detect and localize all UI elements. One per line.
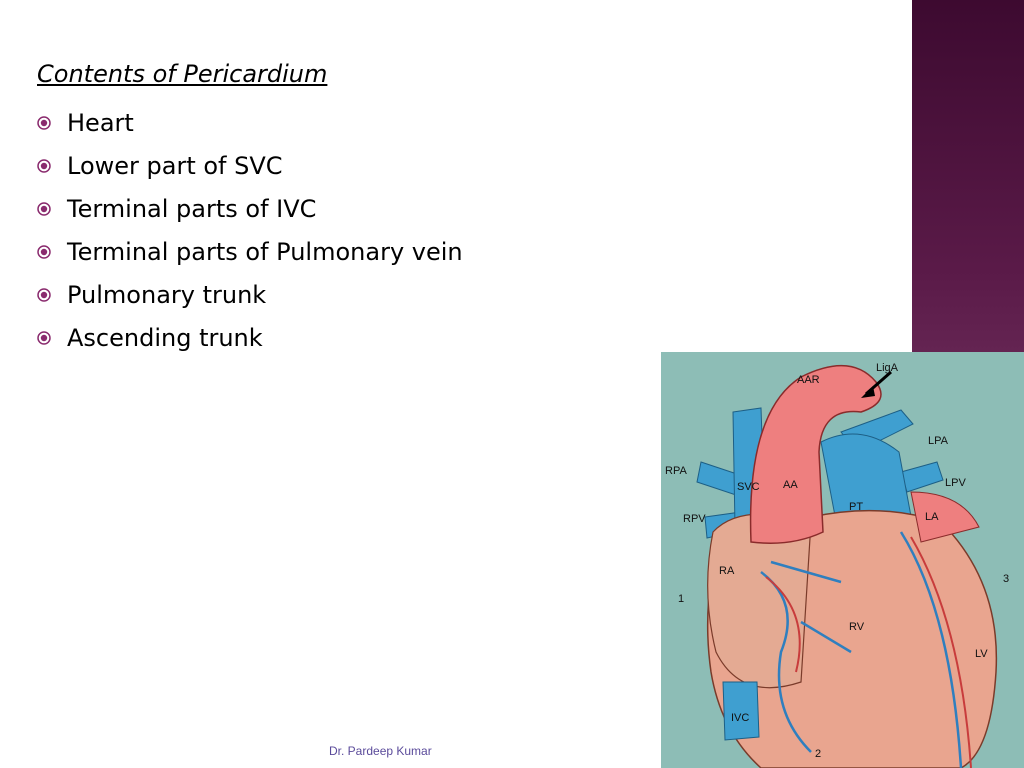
inferior-vena-cava (723, 682, 759, 740)
radio-bullet-icon (37, 288, 51, 302)
bullet-text: Heart (67, 108, 134, 137)
bullet-text: Terminal parts of IVC (67, 194, 317, 223)
list-item (37, 316, 463, 359)
label-lpa: LPA (928, 435, 948, 447)
label-svc: SVC (737, 481, 760, 493)
bullet-text: Pulmonary trunk (67, 280, 267, 309)
label-lpv: LPV (945, 477, 966, 489)
label-liga: LigA (876, 362, 899, 374)
bullet-text: Ascending trunk (67, 323, 263, 352)
slide-title: Contents of Pericardium (37, 60, 328, 88)
label-number-2: 2 (815, 748, 822, 760)
list-item (37, 144, 463, 187)
radio-bullet-icon (37, 202, 51, 216)
heart-anatomy-figure (661, 352, 1024, 768)
heart-illustration (661, 352, 1024, 768)
left-pulmonary-vein (901, 462, 943, 492)
label-rpv: RPV (683, 513, 706, 525)
label-aar: AAR (797, 374, 820, 386)
label-rpa: RPA (665, 465, 687, 477)
list-item (37, 187, 463, 230)
list-item (37, 273, 463, 316)
bullet-text: Terminal parts of Pulmonary vein (67, 237, 463, 266)
label-ra: RA (719, 565, 735, 577)
left-atrium (911, 492, 979, 542)
bullet-text: Lower part of SVC (67, 151, 283, 180)
radio-bullet-icon (37, 331, 51, 345)
list-item (37, 101, 463, 144)
label-pt: PT (849, 501, 864, 513)
label-number-1: 1 (678, 593, 685, 605)
radio-bullet-icon (37, 159, 51, 173)
label-la: LA (925, 511, 939, 523)
list-item (37, 230, 463, 273)
label-ivc: IVC (731, 712, 750, 724)
bullet-list (37, 101, 463, 359)
label-rv: RV (849, 621, 865, 633)
footer-author: Dr. Pardeep Kumar (329, 744, 432, 758)
label-lv: LV (975, 648, 988, 660)
label-number-3: 3 (1003, 573, 1010, 585)
label-aa: AA (783, 479, 798, 491)
radio-bullet-icon (37, 116, 51, 130)
radio-bullet-icon (37, 245, 51, 259)
